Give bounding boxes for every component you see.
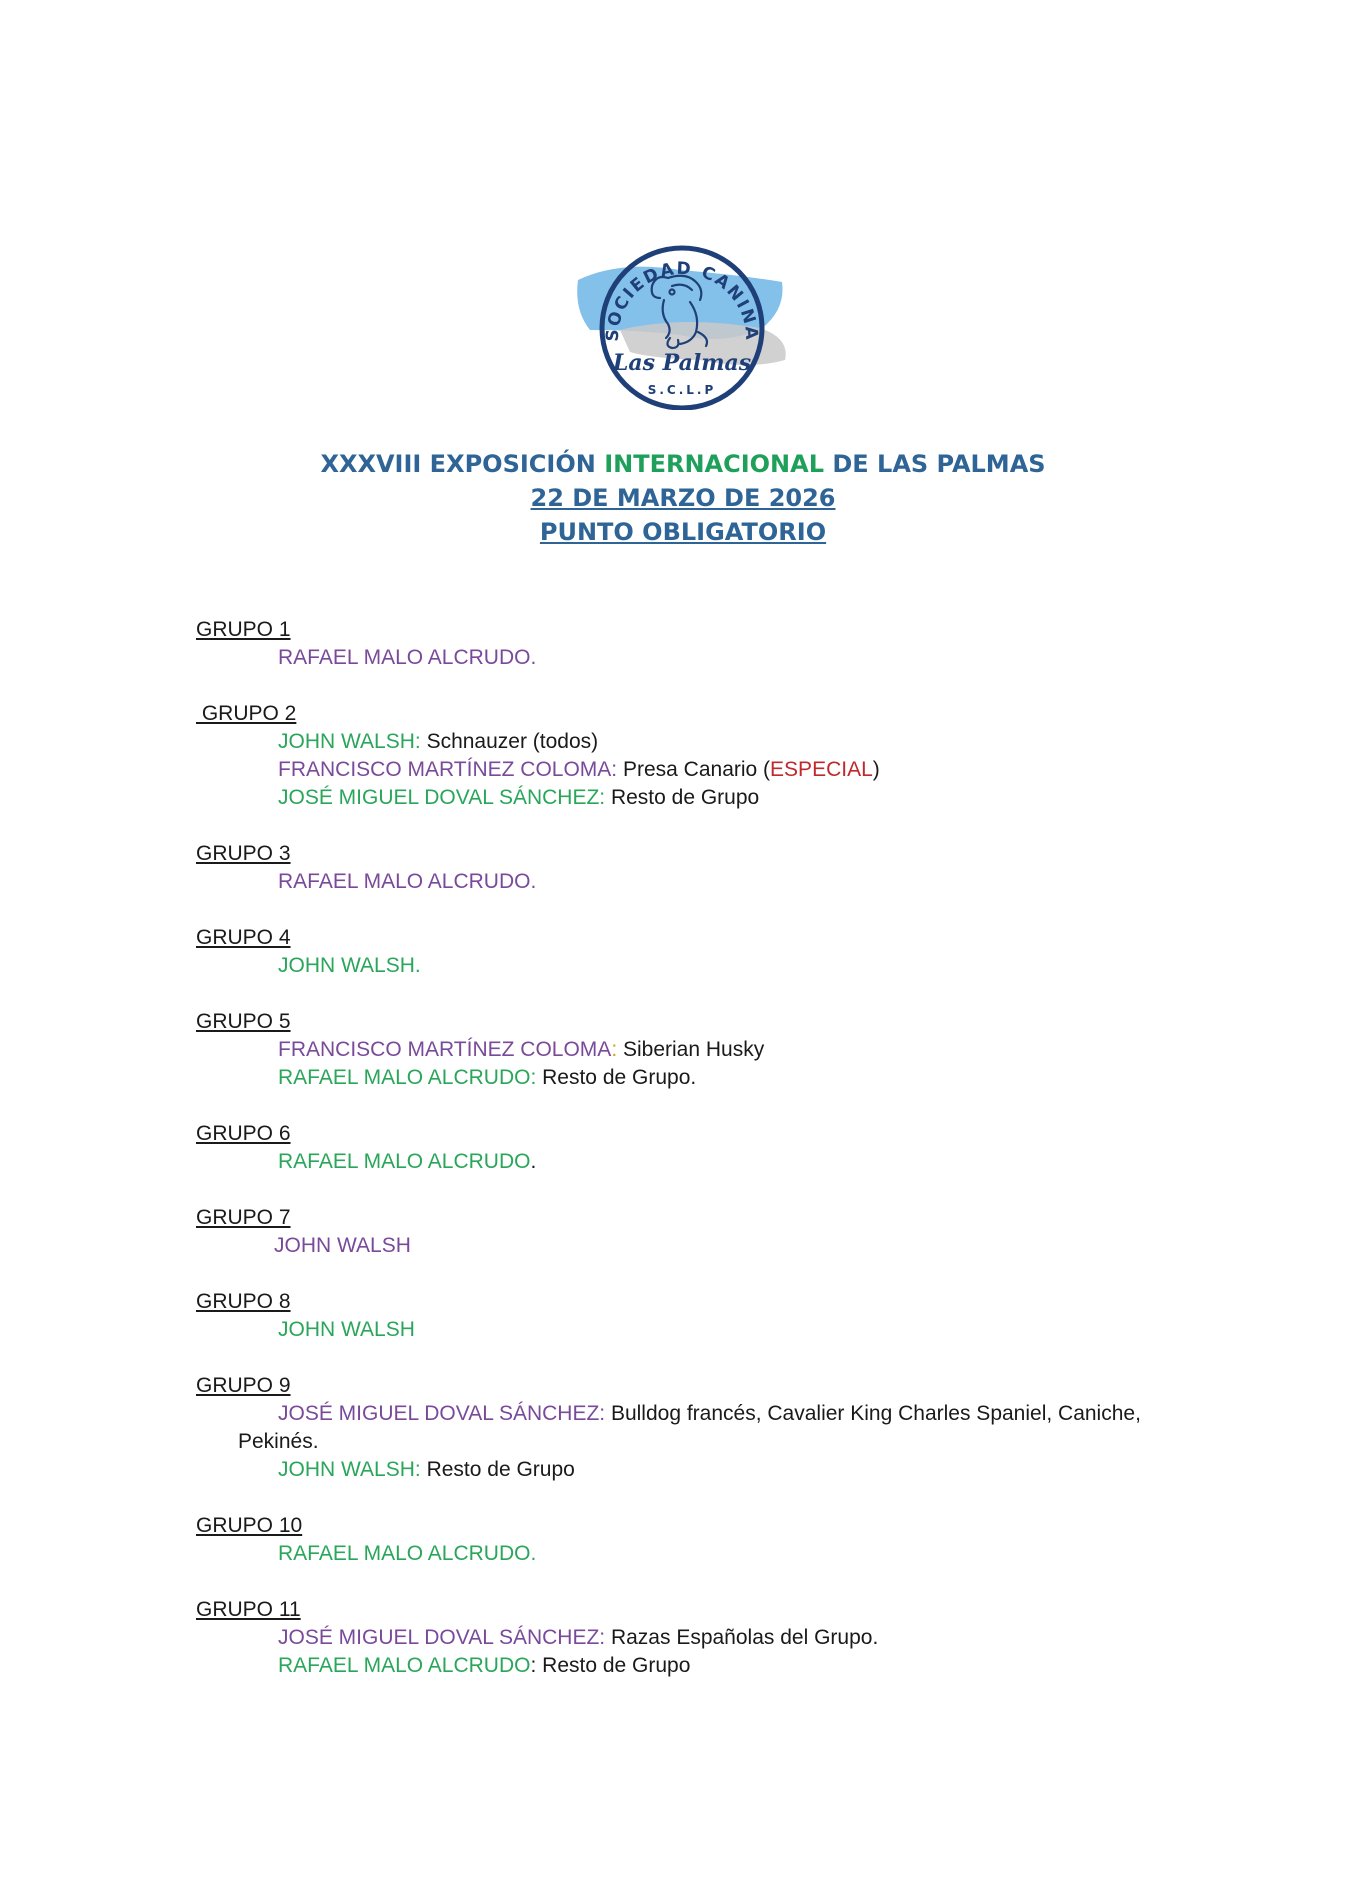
logo-ring-text: SOCIEDAD CANINA (602, 258, 762, 343)
group-3-heading: GRUPO 3 (196, 842, 291, 865)
group-2-judge-2: FRANCISCO MARTÍNEZ COLOMA: Presa Canario (ESPECIAL) (278, 758, 880, 781)
group-2-heading: GRUPO 2 (196, 702, 297, 725)
logo-script-text: Las Palmas (612, 350, 752, 376)
group-11-judge-2: RAFAEL MALO ALCRUDO: Resto de Grupo (278, 1654, 691, 1677)
group-9-judge-2: JOHN WALSH: Resto de Grupo (278, 1458, 575, 1481)
exhibition-title (0, 450, 1366, 478)
group-1-judge: RAFAEL MALO ALCRUDO. (278, 646, 537, 669)
group-2-judge-1: JOHN WALSH: Schnauzer (todos) (278, 730, 599, 753)
group-1-heading: GRUPO 1 (196, 618, 291, 641)
exhibition-subtitle: PUNTO OBLIGATORIO (539, 518, 827, 546)
group-9-judge-1-continued: Pekinés. (238, 1430, 319, 1453)
group-6-heading: GRUPO 6 (196, 1122, 291, 1145)
sociedad-canina-logo (560, 220, 800, 410)
title-prefix: XXXVIII EXPOSICIÓN (320, 450, 605, 478)
group-9-judge-1: JOSÉ MIGUEL DOVAL SÁNCHEZ: Bulldog francés, Cavalier King Charles Spaniel, Caniche, (278, 1402, 1141, 1425)
group-8-heading: GRUPO 8 (196, 1290, 291, 1313)
group-11-judge-1: JOSÉ MIGUEL DOVAL SÁNCHEZ: Razas Españolas del Grupo. (278, 1626, 879, 1649)
group-5-heading: GRUPO 5 (196, 1010, 291, 1033)
group-7-judge: JOHN WALSH (274, 1234, 411, 1257)
special-tag: ESPECIAL (770, 758, 873, 781)
group-4-heading: GRUPO 4 (196, 926, 291, 949)
group-8-judge: JOHN WALSH (278, 1318, 415, 1341)
group-9-heading: GRUPO 9 (196, 1374, 291, 1397)
group-10-judge: RAFAEL MALO ALCRUDO. (278, 1542, 537, 1565)
group-2-judge-3: JOSÉ MIGUEL DOVAL SÁNCHEZ: Resto de Grupo (278, 786, 760, 809)
group-5-judge-1: FRANCISCO MARTÍNEZ COLOMA: Siberian Husky (278, 1038, 765, 1061)
group-7-heading: GRUPO 7 (196, 1206, 291, 1229)
group-6-judge: RAFAEL MALO ALCRUDO. (278, 1150, 537, 1173)
exhibition-date: 22 DE MARZO DE 2026 (530, 484, 836, 512)
title-accent: INTERNACIONAL (604, 450, 825, 478)
group-11-heading: GRUPO 11 (196, 1598, 301, 1621)
title-suffix: DE LAS PALMAS (824, 450, 1046, 478)
group-4-judge: JOHN WALSH. (278, 954, 421, 977)
group-10-heading: GRUPO 10 (196, 1514, 303, 1537)
group-3-judge: RAFAEL MALO ALCRUDO. (278, 870, 537, 893)
group-5-judge-2: RAFAEL MALO ALCRUDO: Resto de Grupo. (278, 1066, 697, 1089)
logo-initials: S.C.L.P (647, 383, 717, 397)
